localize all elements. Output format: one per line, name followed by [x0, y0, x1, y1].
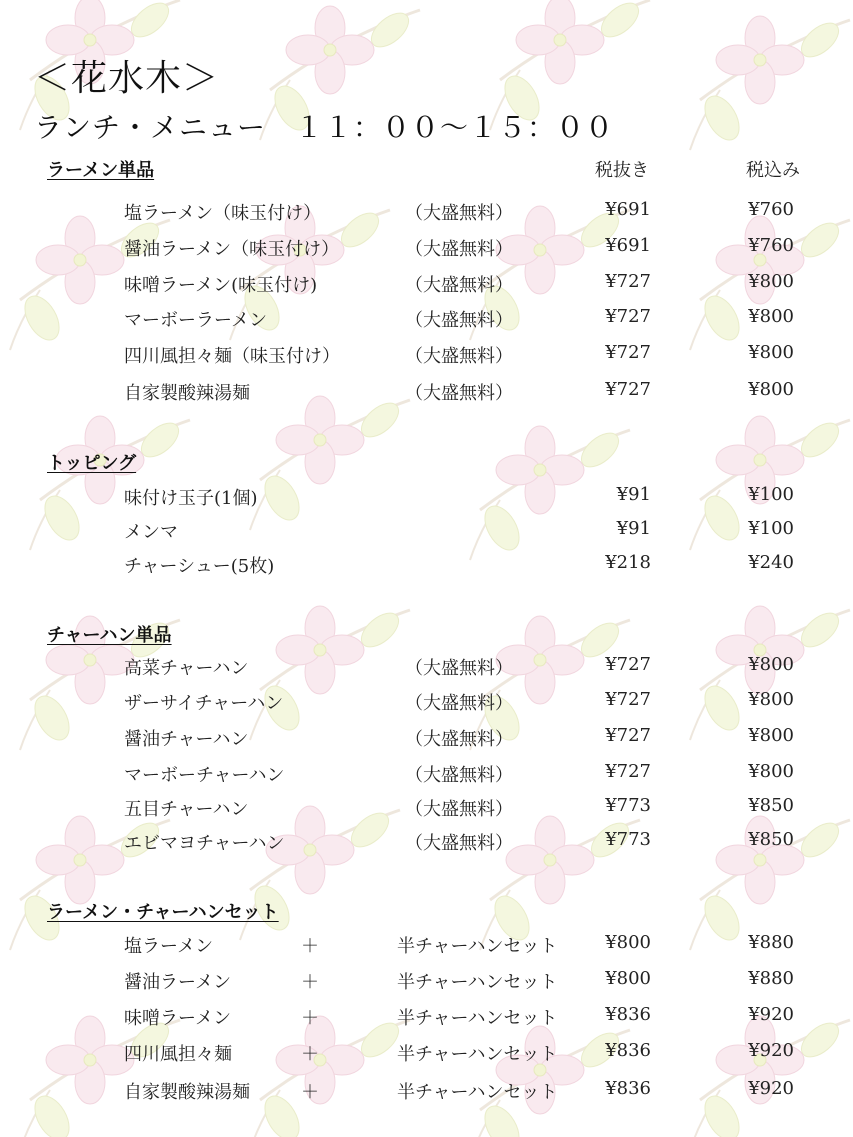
- price-ex-tax: ¥773: [605, 795, 651, 816]
- list-item: [0, 1078, 853, 1108]
- list-item: [0, 484, 853, 514]
- item-note: （大盛無料）: [405, 765, 513, 786]
- item-name: ザーサイチャーハン: [124, 693, 284, 714]
- item-note: （大盛無料）: [405, 346, 513, 367]
- price-ex-tax: ¥836: [605, 1040, 651, 1061]
- list-item: [0, 199, 853, 229]
- item-note: （大盛無料）: [405, 693, 513, 714]
- price-in-tax: ¥760: [748, 235, 794, 256]
- item-name: チャーシュー(5枚): [124, 556, 275, 577]
- price-in-tax: ¥800: [748, 342, 794, 363]
- item-name: 塩ラーメン（味玉付け）: [124, 203, 322, 224]
- price-ex-tax: ¥691: [605, 199, 651, 220]
- list-item: [0, 795, 853, 825]
- price-ex-tax: ¥800: [605, 968, 651, 989]
- list-item: [0, 1004, 853, 1034]
- item-note: （大盛無料）: [405, 310, 513, 331]
- plus-sign: ＋: [301, 1082, 319, 1103]
- price-in-tax: ¥800: [748, 761, 794, 782]
- list-item: [0, 235, 853, 265]
- price-in-tax: ¥800: [748, 271, 794, 292]
- price-ex-tax: ¥727: [605, 654, 651, 675]
- item-note: （大盛無料）: [405, 799, 513, 820]
- price-in-tax: ¥800: [748, 725, 794, 746]
- list-item: [0, 761, 853, 791]
- section-title: ラーメン・チャーハンセット: [47, 902, 279, 923]
- item-note: （大盛無料）: [405, 275, 513, 296]
- item-name: 醤油チャーハン: [124, 729, 249, 750]
- price-ex-tax: ¥727: [605, 761, 651, 782]
- price-in-tax: ¥100: [748, 484, 794, 505]
- lunch-hours: ランチ・メニュー １１：００～１５：００: [34, 111, 615, 144]
- price-in-tax: ¥850: [748, 795, 794, 816]
- item-name: 味付け玉子(1個): [124, 488, 258, 509]
- price-ex-tax: ¥727: [605, 306, 651, 327]
- price-in-tax: ¥240: [748, 552, 794, 573]
- price-ex-tax: ¥800: [605, 932, 651, 953]
- item-name: 醤油ラーメン: [124, 972, 232, 993]
- item-note: （大盛無料）: [405, 833, 513, 854]
- column-header-in-tax: 税込み: [746, 160, 800, 181]
- price-ex-tax: ¥691: [605, 235, 651, 256]
- list-item: [0, 829, 853, 859]
- plus-sign: ＋: [301, 1008, 319, 1029]
- item-name: 自家製酸辣湯麺: [124, 383, 250, 404]
- price-in-tax: ¥920: [748, 1040, 794, 1061]
- item-name: 高菜チャーハン: [124, 658, 249, 679]
- price-ex-tax: ¥836: [605, 1078, 651, 1099]
- item-name: メンマ: [124, 522, 178, 543]
- item-name: マーボーラーメン: [124, 310, 268, 331]
- list-item: [0, 518, 853, 548]
- list-item: [0, 306, 853, 336]
- plus-sign: ＋: [301, 1044, 319, 1065]
- price-in-tax: ¥880: [748, 932, 794, 953]
- price-in-tax: ¥100: [748, 518, 794, 539]
- item-note: （大盛無料）: [405, 658, 513, 679]
- price-in-tax: ¥880: [748, 968, 794, 989]
- list-item: [0, 689, 853, 719]
- list-item: [0, 379, 853, 409]
- list-item: [0, 342, 853, 372]
- set-name: 半チャーハンセット: [397, 936, 558, 957]
- list-item: [0, 654, 853, 684]
- item-name: 四川風担々麺（味玉付け）: [124, 346, 340, 367]
- price-ex-tax: ¥727: [605, 271, 651, 292]
- list-item: [0, 552, 853, 582]
- price-ex-tax: ¥91: [616, 484, 651, 505]
- page-title: ＜花水木＞: [34, 58, 220, 99]
- item-note: （大盛無料）: [405, 383, 513, 404]
- item-name: 味噌ラーメン: [124, 1008, 232, 1029]
- price-in-tax: ¥800: [748, 379, 794, 400]
- list-item: [0, 1040, 853, 1070]
- price-in-tax: ¥850: [748, 829, 794, 850]
- price-in-tax: ¥800: [748, 306, 794, 327]
- list-item: [0, 725, 853, 755]
- item-name: マーボーチャーハン: [124, 765, 285, 786]
- column-header-ex-tax: 税抜き: [595, 160, 649, 181]
- plus-sign: ＋: [301, 972, 319, 993]
- item-name: 五目チャーハン: [124, 799, 249, 820]
- price-ex-tax: ¥727: [605, 689, 651, 710]
- price-ex-tax: ¥727: [605, 379, 651, 400]
- price-in-tax: ¥760: [748, 199, 794, 220]
- item-name: 塩ラーメン: [124, 936, 214, 957]
- price-in-tax: ¥920: [748, 1004, 794, 1025]
- item-name: 自家製酸辣湯麺: [124, 1082, 250, 1103]
- price-ex-tax: ¥836: [605, 1004, 651, 1025]
- set-name: 半チャーハンセット: [397, 1082, 558, 1103]
- item-name: 四川風担々麺: [124, 1044, 232, 1065]
- price-ex-tax: ¥91: [616, 518, 651, 539]
- list-item: [0, 968, 853, 998]
- set-name: 半チャーハンセット: [397, 1044, 558, 1065]
- price-ex-tax: ¥218: [605, 552, 651, 573]
- price-ex-tax: ¥773: [605, 829, 651, 850]
- set-name: 半チャーハンセット: [397, 1008, 558, 1029]
- plus-sign: ＋: [301, 936, 319, 957]
- item-name: 醤油ラーメン（味玉付け）: [124, 239, 340, 260]
- section-title: トッピング: [47, 453, 137, 474]
- item-note: （大盛無料）: [405, 239, 513, 260]
- section-title: ラーメン単品: [47, 160, 155, 181]
- item-name: エビマヨチャーハン: [124, 833, 285, 854]
- price-ex-tax: ¥727: [605, 342, 651, 363]
- item-note: （大盛無料）: [405, 729, 513, 750]
- list-item: [0, 932, 853, 962]
- item-name: 味噌ラーメン(味玉付け): [124, 275, 318, 296]
- price-in-tax: ¥800: [748, 654, 794, 675]
- price-ex-tax: ¥727: [605, 725, 651, 746]
- section-title: チャーハン単品: [47, 625, 172, 646]
- price-in-tax: ¥800: [748, 689, 794, 710]
- price-in-tax: ¥920: [748, 1078, 794, 1099]
- set-name: 半チャーハンセット: [397, 972, 558, 993]
- list-item: [0, 271, 853, 301]
- item-note: （大盛無料）: [405, 203, 513, 224]
